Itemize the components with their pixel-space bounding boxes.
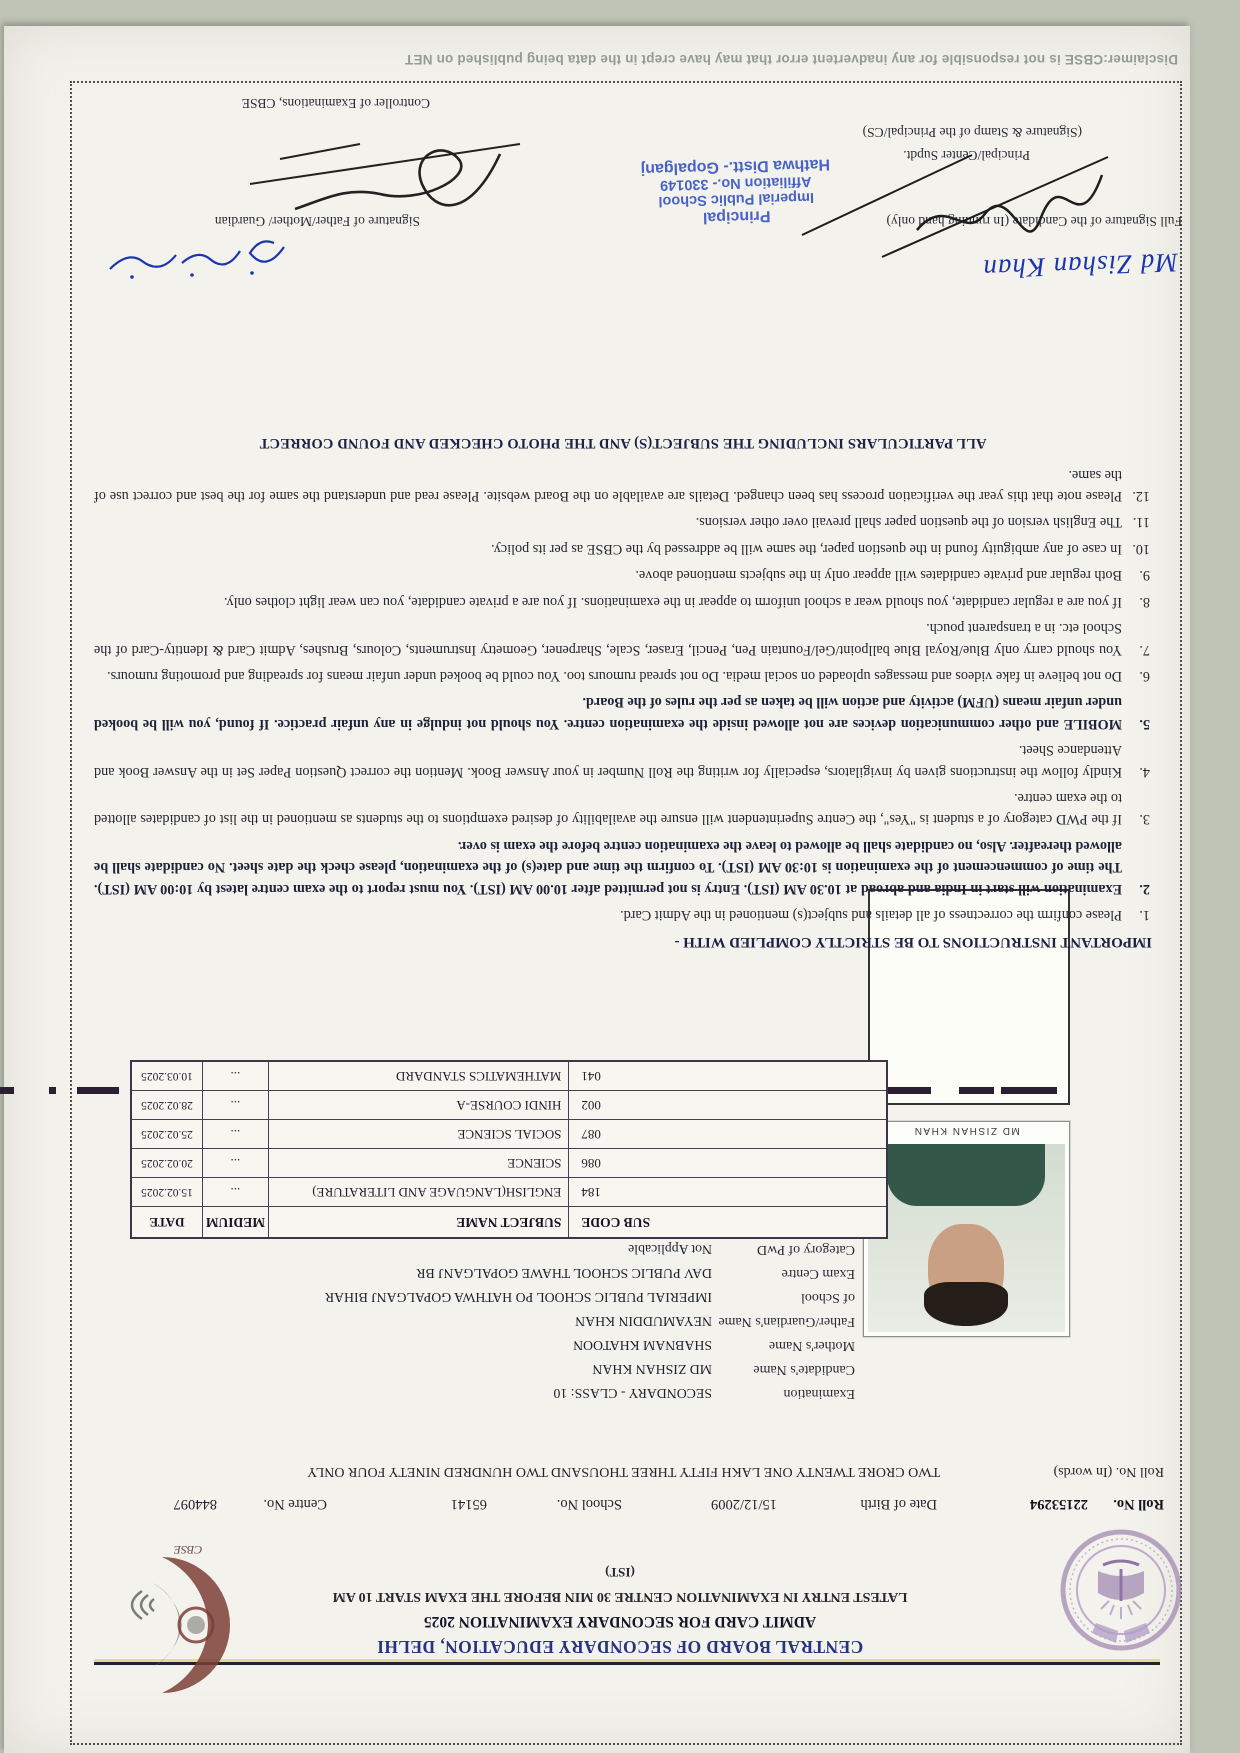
entry-note: LATEST ENTRY IN EXAMINATION CENTRE 30 MIN BEFORE THE EXAM START 10 AM bbox=[332, 1589, 908, 1604]
admit-card-title: ADMIT CARD FOR SECONDARY EXAMINATION 2025 bbox=[423, 1613, 817, 1630]
detail-value: IMPERIAL PUBLIC SCHOOL PO HATHWA GOPALGANJ BIHAR bbox=[324, 1290, 712, 1305]
col-subject-name: SUBJECT NAME bbox=[268, 1207, 569, 1237]
instruction-text: Both regular and private candidates will appear only in the subjects mentioned above. bbox=[635, 567, 1122, 584]
stamp-line: Principal bbox=[702, 207, 771, 226]
instruction-item bbox=[94, 691, 1152, 734]
roll-no-label: Roll No. bbox=[1113, 1496, 1164, 1512]
detail-label: Exam Centre bbox=[781, 1266, 855, 1281]
guardian-signature-label: Signature of Father/Mother/ Guardian bbox=[214, 214, 420, 229]
instruction-item bbox=[94, 617, 1152, 660]
detail-label: of School bbox=[800, 1290, 855, 1305]
subject-code: 086 bbox=[568, 1149, 886, 1177]
subject-name: HINDI COURSE-A bbox=[268, 1091, 569, 1119]
subject-code: 087 bbox=[568, 1120, 886, 1148]
instruction-item bbox=[94, 787, 1152, 830]
school-no-label: School No. bbox=[556, 1496, 622, 1512]
candidate-photo bbox=[863, 1121, 1070, 1337]
subject-medium: ... bbox=[202, 1178, 268, 1206]
ist-note: (IST) bbox=[605, 1565, 635, 1580]
candidate-signature-label: Full Signature of the Candidate (In running hand only) bbox=[886, 214, 1182, 229]
subject-date: 28.02.2025 bbox=[141, 1099, 193, 1111]
stamp-line: Affiliation No.- 330149 bbox=[659, 173, 812, 193]
subject-row bbox=[132, 1091, 886, 1120]
controller-signature-handwriting bbox=[220, 119, 540, 239]
instruction-number: 7. bbox=[1139, 641, 1150, 658]
subject-medium: ... bbox=[202, 1120, 268, 1148]
principal-supdt-label: Principal/Center Supdt. bbox=[903, 148, 1030, 163]
centre-no-label: Centre No. bbox=[263, 1496, 327, 1512]
detail-value: Not Applicable bbox=[628, 1242, 712, 1257]
instruction-item bbox=[94, 665, 1152, 686]
subject-date: 15.02.2025 bbox=[141, 1186, 193, 1198]
instruction-text: If the PWD category of a student is "Yes", the Centre Superintendent will ensure the availability of desired exemptions to the students as mentioned in the list of candidates allotted to the exam centre. bbox=[94, 789, 1122, 828]
detail-label: Mother's Name bbox=[768, 1338, 855, 1353]
instruction-number: 2. bbox=[1139, 880, 1150, 897]
instruction-text: The English version of the question paper shall prevail over other versions. bbox=[695, 514, 1122, 531]
instruction-text: Kindly follow the instructions given by invigilators, especially for writing the Roll Number in your Answer Book. Mention the correct Question Paper Set in the Answer Book and Attendance Sheet. bbox=[94, 742, 1122, 780]
disclaimer-text: Disclaimer:CBSE is not responsible for any inadvertent error that may have crept in the data being published on NET bbox=[404, 52, 1178, 67]
instruction-number: 10. bbox=[1132, 540, 1150, 557]
subject-code: 041 bbox=[568, 1062, 886, 1090]
detail-value: MD ZISHAN KHAN bbox=[592, 1362, 712, 1377]
board-title: CENTRAL BOARD OF SECONDARY EDUCATION, DELHI bbox=[376, 1637, 864, 1657]
stamp-line: Imperial Public School bbox=[658, 188, 815, 210]
instructions-section bbox=[94, 434, 1152, 950]
dob-value: 15/12/2009 bbox=[710, 1496, 777, 1512]
subject-row bbox=[132, 1120, 886, 1149]
subject-code: 184 bbox=[568, 1178, 886, 1206]
particulars-confirmation: ALL PARTICULARS INCLUDING THE SUBJECT(S) AND THE PHOTO CHECKED AND FOUND CORRECT bbox=[259, 435, 987, 452]
subject-date: 20.02.2025 bbox=[141, 1157, 193, 1169]
photo-hair-shape bbox=[925, 1282, 1009, 1326]
instruction-number: 11. bbox=[1132, 514, 1150, 531]
school-no-value: 65141 bbox=[450, 1496, 487, 1512]
detail-value: SHABNAM KHATOON bbox=[573, 1338, 712, 1353]
instruction-item bbox=[94, 511, 1152, 532]
subject-row bbox=[132, 1062, 886, 1091]
col-medium: MEDIUM bbox=[202, 1207, 268, 1237]
subject-name: MATHEMATICS STANDARD bbox=[268, 1062, 569, 1090]
roll-words-value: TWO CRORE TWENTY ONE LAKH FIFTY THREE THOUSAND TWO HUNDRED NINETY FOUR ONLY bbox=[307, 1464, 940, 1479]
subject-medium: ... bbox=[202, 1062, 268, 1090]
detail-label: Candidate's Name bbox=[753, 1362, 855, 1377]
photo-name-caption: MD ZISHAN KHAN bbox=[913, 1125, 1020, 1136]
controller-label: Controller of Examinations, CBSE bbox=[241, 96, 430, 111]
dob-label: Date of Birth bbox=[860, 1496, 937, 1512]
instruction-number: 3. bbox=[1139, 811, 1150, 828]
instruction-item bbox=[94, 590, 1152, 611]
detail-value: SECONDARY - CLASS: 10 bbox=[553, 1386, 712, 1401]
instruction-item bbox=[94, 739, 1152, 782]
instruction-item bbox=[94, 564, 1152, 585]
subjects-table-body bbox=[132, 1062, 886, 1207]
subject-row bbox=[132, 1149, 886, 1178]
instruction-text: MOBILE and other communication devices are not allowed inside the examination centre. You should not indulge in any unfair practice. If found, you will be booked under unfair means (UFM) activity and action will be taken as per the rules of the Board. bbox=[94, 694, 1122, 732]
subject-name: SOCIAL SCIENCE bbox=[268, 1120, 569, 1148]
detail-row bbox=[0, 1353, 1240, 1377]
photo-shirt-shape bbox=[888, 1144, 1046, 1206]
col-sub-code: SUB CODE bbox=[568, 1207, 886, 1237]
instruction-number: 8. bbox=[1139, 593, 1150, 610]
detail-value: NEYAMUDDIN KHAN bbox=[575, 1314, 712, 1329]
instructions-title: IMPORTANT INSTRUCTIONS TO BE STRICTLY COMPLIED WITH - bbox=[674, 934, 1152, 950]
subject-name: SCIENCE bbox=[268, 1149, 569, 1177]
centre-no-value: 844097 bbox=[173, 1496, 217, 1512]
subject-name: ENGLISH(LANGUAGE AND LITERATURE) bbox=[268, 1178, 569, 1206]
instruction-item bbox=[94, 463, 1152, 506]
subject-date: 25.02.2025 bbox=[141, 1128, 193, 1140]
col-date: DATE bbox=[149, 1215, 185, 1230]
subject-row bbox=[132, 1178, 886, 1207]
detail-label: Category of PwD bbox=[757, 1242, 855, 1257]
instruction-number: 9. bbox=[1139, 567, 1150, 584]
cbse-logo-caption: CBSE bbox=[173, 1543, 203, 1557]
instruction-item bbox=[94, 834, 1152, 898]
instruction-text: Please confirm the correctness of all details and subject(s) mentioned in the Admit Card. bbox=[620, 907, 1122, 923]
instruction-item bbox=[94, 904, 1152, 925]
subject-medium: ... bbox=[202, 1091, 268, 1119]
detail-label: Father/Guardian's Name bbox=[718, 1314, 855, 1329]
instruction-number: 1. bbox=[1139, 907, 1150, 923]
header-rule bbox=[94, 1662, 1160, 1665]
principal-stamp-label: (Signature & Stamp of the Principal/CS) bbox=[862, 125, 1082, 140]
instruction-text: If you are a regular candidate, you should wear a school uniform to appear in the examinations. If you are a private candidate, you can wear light clothes only. bbox=[223, 593, 1122, 610]
detail-label: Examination bbox=[783, 1386, 855, 1401]
instructions-list bbox=[94, 463, 1152, 925]
roll-words-label: Roll No. (In words) bbox=[1053, 1464, 1164, 1479]
subject-code: 002 bbox=[568, 1091, 886, 1119]
candidate-signature-handwriting: Md Zishan Khan bbox=[982, 247, 1179, 285]
detail-value: DAV PUBLIC SCHOOL THAWE GOPALGANJ BR bbox=[416, 1266, 712, 1281]
subjects-table-header bbox=[132, 1207, 886, 1237]
subjects-table bbox=[130, 1060, 888, 1239]
stamp-line: Hathwa Distt.- Gopalganj bbox=[640, 155, 831, 178]
instruction-text: You should carry only Blue/Royal Blue ballpoint/Gel/Fountain Pen, Pencil, Eraser, Scale, Sharpener, Geometry Instruments, Colours, Brushes, Admit Card & Identity-Card of the School etc. in a transparent pouch. bbox=[94, 620, 1122, 658]
instruction-number: 5. bbox=[1139, 715, 1150, 732]
instruction-number: 6. bbox=[1139, 667, 1150, 684]
subject-medium: ... bbox=[202, 1149, 268, 1177]
candidate-photo-image bbox=[868, 1144, 1065, 1332]
instruction-text: Do not believe in fake videos and messages uploaded on social media. Do not spread rumours too. You could be booked under unfair means for spreading and promoting rumours. bbox=[107, 667, 1122, 684]
instruction-text: Examination will start in India and abroad at 10.30 AM (IST). Entry is not permitted after 10.00 AM (IST). You must report to the exam centre latest by 10:00 AM (IST). The time of commencement of the examination is 10:30 AM (IST). To confirm the time and date(s) of the examination, please check the date sheet. No candidate shall be allowed thereafter. Also, no candidate shall be allowed to leave the examination centre before the exam is over. bbox=[94, 837, 1122, 897]
roll-no-value: 22153294 bbox=[1030, 1496, 1088, 1512]
principal-rubber-stamp bbox=[597, 153, 875, 228]
instruction-text: In case of any ambiguity found in the question paper, the same will be addressed by the CBSE as per its policy. bbox=[491, 540, 1122, 557]
detail-row bbox=[0, 1377, 1240, 1401]
instruction-item bbox=[94, 538, 1152, 559]
instruction-text: Please note that this year the verification process has been changed. Details are available on the Board website. Please read and understand the same for the best and correct use of the same. bbox=[94, 466, 1122, 505]
subject-date: 10.03.2025 bbox=[141, 1070, 193, 1082]
instruction-number: 12. bbox=[1132, 488, 1150, 505]
instruction-number: 4. bbox=[1139, 763, 1150, 780]
